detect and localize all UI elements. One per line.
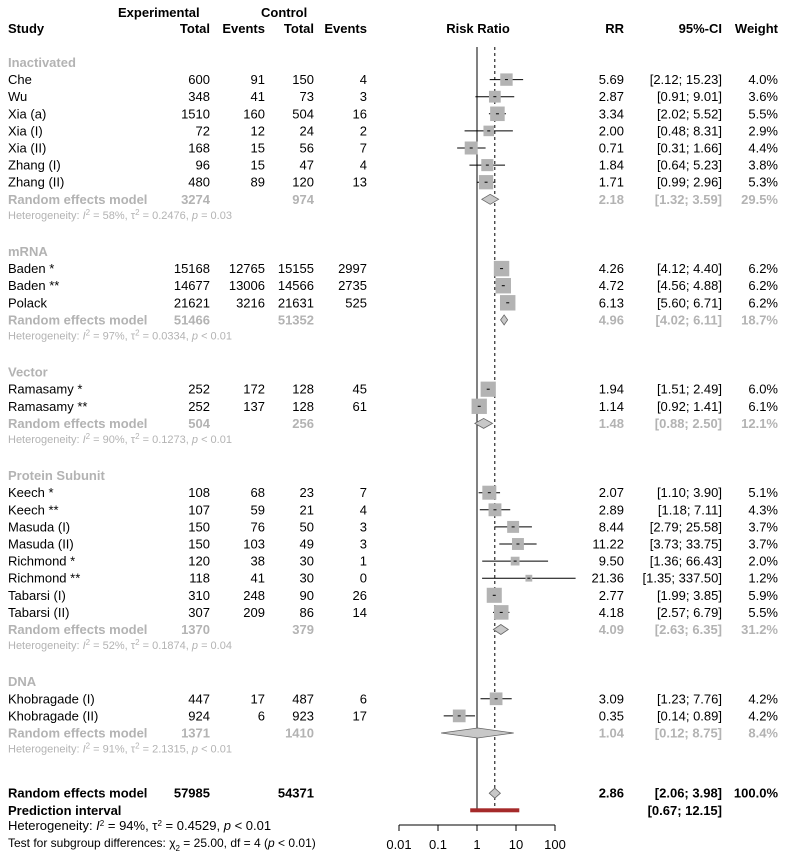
pooled-ci: [0.88; 2.50]	[654, 415, 722, 431]
pooled-rr: 4.09	[598, 622, 624, 637]
ci-value: [1.18; 7.11]	[657, 502, 722, 518]
pooled-diamond	[482, 194, 499, 204]
ctl-events: 7	[359, 485, 367, 501]
ci-value: [2.79; 25.58]	[649, 519, 722, 535]
rr-value: 4.26	[598, 261, 624, 277]
exp-total: 310	[188, 587, 210, 603]
exp-total: 480	[188, 174, 210, 190]
exp-total: 14677	[173, 278, 210, 294]
pooled-rr: 1.04	[598, 725, 624, 741]
study-name: Masuda (I)	[8, 519, 71, 535]
exp-events: 41	[250, 570, 265, 586]
exp-events: 160	[243, 106, 265, 122]
ctl-total: 49	[299, 536, 314, 552]
study-name: Xia (I)	[8, 123, 43, 139]
plot-area	[386, 47, 575, 852]
exp-events: 38	[250, 553, 265, 569]
ctl-total: 14566	[277, 278, 314, 294]
weight-value: 4.3%	[748, 502, 778, 518]
ctl-total: 24	[299, 123, 314, 139]
overall-weight: 100.0%	[733, 785, 778, 801]
exp-events: 13006	[228, 278, 265, 294]
exp-total: 168	[188, 140, 210, 156]
rr-value: 2.87	[598, 89, 624, 105]
ci-value: [0.48; 8.31]	[656, 123, 722, 139]
exp-total: 307	[188, 604, 210, 620]
pooled-rr: 1.48	[598, 415, 624, 431]
pooled-ctl-total: 379	[292, 622, 314, 637]
exp-events: 68	[250, 485, 265, 501]
ctl-events: 16	[352, 106, 367, 122]
rr-value: 2.77	[598, 587, 624, 603]
header-risk-ratio: Risk Ratio	[446, 21, 510, 36]
exp-events: 103	[243, 536, 265, 552]
exp-total: 348	[188, 89, 210, 105]
study-name: Keech *	[8, 485, 54, 501]
study-name: Polack	[8, 295, 48, 311]
exp-events: 248	[243, 587, 265, 603]
ctl-total: 56	[299, 140, 314, 156]
ci-value: [1.23; 7.76]	[656, 691, 722, 707]
ctl-events: 3	[359, 536, 367, 552]
ctl-total: 86	[299, 604, 314, 620]
subgroup-heterogeneity: Heterogeneity: $I^2 = 91\%$, $\tau^2 = 2.1315$, p < 0.01	[8, 741, 232, 756]
weight-value: 6.1%	[748, 398, 778, 414]
ctl-total: 128	[292, 381, 314, 397]
pooled-label: Random effects model	[8, 191, 148, 207]
ctl-total: 47	[299, 157, 314, 173]
header-weight: Weight	[734, 21, 778, 36]
x-tick-label: 1	[473, 837, 481, 852]
study-name: Xia (II)	[8, 140, 47, 156]
ctl-events: 2	[359, 123, 367, 139]
table-rows	[8, 55, 778, 853]
rr-value: 1.84	[598, 157, 624, 173]
pooled-ci: [1.32; 3.59]	[654, 191, 722, 207]
pooled-ctl-total: 51352	[277, 312, 314, 328]
header-rr: RR	[605, 21, 624, 36]
ctl-events: 1	[359, 553, 367, 569]
ctl-total: 90	[299, 587, 314, 603]
ci-value: [5.60; 6.71]	[656, 295, 722, 311]
pooled-exp-total: 3274	[181, 191, 210, 207]
header-experimental: Experimental	[118, 5, 200, 20]
ci-value: [1.10; 3.90]	[656, 485, 722, 501]
ci-value: [0.99; 2.96]	[656, 174, 722, 190]
exp-events: 12765	[228, 261, 265, 277]
exp-events: 137	[243, 398, 265, 414]
ctl-events: 3	[359, 519, 367, 535]
exp-events: 209	[243, 604, 265, 620]
subgroup-heterogeneity: Heterogeneity: $I^2 = 90\%$, $\tau^2 = 0.1273$, p < 0.01	[8, 432, 232, 446]
study-name: Ramasamy **	[8, 398, 88, 414]
exp-events: 76	[250, 519, 265, 535]
ci-value: [3.73; 33.75]	[649, 536, 722, 552]
ctl-events: 0	[359, 570, 367, 586]
study-name: Wu	[8, 89, 28, 105]
weight-value: 5.3%	[748, 174, 778, 190]
ctl-total: 23	[299, 485, 314, 501]
header-study: Study	[8, 21, 45, 36]
pooled-weight: 31.2%	[741, 622, 778, 637]
header-events-ctl: Events	[324, 21, 367, 36]
subgroup-label: Inactivated	[8, 55, 76, 70]
study-name: Masuda (II)	[8, 536, 74, 552]
weight-value: 6.2%	[748, 295, 778, 311]
pooled-label: Random effects model	[8, 312, 148, 328]
subgroup-label: DNA	[8, 674, 37, 690]
ctl-total: 73	[299, 89, 314, 105]
ctl-total: 150	[292, 72, 314, 88]
subgroup-heterogeneity: Heterogeneity: $I^2 = 58\%$, $\tau^2 = 0.2476$, p = 0.03	[8, 207, 232, 222]
rr-value: 4.72	[598, 278, 624, 294]
ci-value: [0.91; 9.01]	[656, 89, 722, 105]
study-name: Xia (a)	[8, 106, 47, 122]
overall-diamond	[489, 788, 500, 798]
exp-events: 91	[250, 72, 265, 88]
weight-value: 4.2%	[748, 691, 778, 707]
ctl-events: 7	[359, 140, 367, 156]
ci-value: [4.12; 4.40]	[656, 261, 722, 277]
overall-heterogeneity: Heterogeneity: $I^2 = 94\%$, $\tau^2 = 0.4529$, p < 0.01	[8, 817, 272, 833]
weight-value: 5.5%	[748, 106, 778, 122]
ci-value: [1.51; 2.49]	[656, 381, 722, 397]
study-name: Baden *	[8, 261, 55, 277]
exp-events: 6	[257, 708, 265, 724]
prediction-bar	[470, 808, 519, 812]
pooled-weight: 12.1%	[741, 415, 778, 431]
overall-ctl-total: 54371	[277, 785, 314, 801]
ci-value: [2.57; 6.79]	[656, 604, 722, 620]
rr-value: 1.94	[598, 381, 624, 397]
prediction-label: Prediction interval	[8, 802, 122, 818]
exp-total: 118	[189, 570, 210, 586]
study-name: Richmond **	[8, 570, 81, 586]
ctl-total: 30	[299, 553, 314, 569]
ctl-events: 4	[359, 157, 367, 173]
weight-value: 2.0%	[748, 553, 778, 569]
weight-value: 6.0%	[748, 381, 778, 397]
subgroup-label: mRNA	[8, 244, 48, 259]
ctl-events: 4	[359, 72, 367, 88]
ctl-events: 3	[359, 89, 367, 105]
exp-total: 96	[195, 157, 210, 173]
ctl-total: 487	[292, 691, 314, 707]
pooled-ci: [4.02; 6.11]	[655, 312, 722, 328]
rr-value: 8.44	[598, 519, 624, 535]
overall-rr: 2.86	[598, 785, 624, 801]
ctl-total: 504	[292, 106, 314, 122]
ctl-events: 4	[359, 502, 367, 518]
weight-value: 1.2%	[748, 570, 778, 586]
header-total-exp: Total	[179, 21, 210, 36]
ctl-total: 120	[292, 174, 314, 190]
weight-value: 3.7%	[748, 536, 778, 552]
exp-total: 120	[188, 553, 210, 569]
weight-value: 3.6%	[748, 89, 778, 105]
exp-total: 150	[188, 536, 210, 552]
ctl-events: 17	[352, 708, 367, 724]
weight-value: 5.1%	[748, 485, 778, 501]
header-control: Control	[261, 5, 308, 20]
rr-value: 2.07	[598, 485, 624, 501]
rr-value: 1.14	[598, 398, 624, 414]
pooled-ctl-total: 256	[292, 415, 314, 431]
ci-value: [4.56; 4.88]	[656, 278, 722, 294]
subgroup-test: Test for subgroup differences: $\chi_2 = 25.00$, df = 4 (p < 0.01)	[8, 836, 316, 853]
weight-value: 4.4%	[748, 140, 778, 156]
pooled-diamond	[441, 728, 514, 738]
rr-value: 2.00	[598, 123, 624, 139]
ctl-events: 26	[352, 587, 367, 603]
ctl-events: 61	[352, 398, 367, 414]
exp-events: 89	[250, 174, 265, 190]
weight-value: 4.0%	[748, 72, 778, 88]
exp-total: 15168	[173, 261, 210, 277]
pooled-ci: [0.12; 8.75]	[654, 725, 722, 741]
overall-exp-total: 57985	[173, 785, 210, 801]
pooled-exp-total: 51466	[173, 312, 210, 328]
exp-events: 41	[250, 89, 265, 105]
ci-value: [2.02; 5.52]	[656, 106, 722, 122]
exp-events: 17	[250, 691, 265, 707]
ctl-events: 525	[345, 295, 367, 311]
exp-total: 107	[188, 502, 210, 518]
rr-value: 0.71	[598, 140, 624, 156]
ctl-total: 50	[299, 519, 314, 535]
exp-events: 3216	[236, 295, 265, 311]
ci-value: [1.35; 337.50]	[642, 570, 722, 586]
pooled-ctl-total: 974	[292, 191, 314, 207]
weight-value: 3.7%	[748, 519, 778, 535]
x-tick-label: 0.1	[428, 837, 448, 852]
study-name: Richmond *	[8, 553, 76, 569]
ctl-total: 923	[292, 708, 314, 724]
study-name: Zhang (I)	[8, 157, 61, 173]
ci-value: [0.64; 5.23]	[656, 157, 722, 173]
pooled-label: Random effects model	[8, 415, 148, 431]
header-events-exp: Events	[222, 21, 265, 36]
ci-value: [0.92; 1.41]	[656, 398, 722, 414]
study-name: Zhang (II)	[8, 174, 65, 190]
pooled-diamond	[493, 625, 508, 635]
rr-value: 4.18	[598, 604, 624, 620]
exp-total: 252	[188, 398, 210, 414]
study-name: Khobragade (II)	[8, 708, 99, 724]
study-name: Ramasamy *	[8, 381, 83, 397]
ctl-events: 2735	[338, 278, 367, 294]
overall-label: Random effects model	[8, 785, 148, 801]
ci-value: [0.31; 1.66]	[656, 140, 722, 156]
exp-total: 1510	[181, 106, 210, 122]
x-tick-label: 10	[508, 837, 524, 852]
rr-value: 0.35	[598, 708, 624, 724]
study-name: Baden **	[8, 278, 60, 294]
weight-value: 2.9%	[748, 123, 778, 139]
ctl-total: 21	[299, 502, 314, 518]
exp-events: 12	[250, 123, 265, 139]
pooled-exp-total: 1371	[181, 725, 210, 741]
pooled-rr: 2.18	[598, 191, 624, 207]
exp-total: 72	[195, 123, 210, 139]
pooled-rr: 4.96	[598, 312, 624, 328]
ctl-total: 15155	[277, 261, 314, 277]
rr-value: 1.71	[598, 174, 624, 190]
pooled-ci: [2.63; 6.35]	[654, 622, 722, 637]
pooled-exp-total: 504	[188, 415, 210, 431]
rr-value: 11.22	[592, 536, 624, 552]
ctl-total: 128	[292, 398, 314, 414]
weight-value: 4.2%	[748, 708, 778, 724]
x-tick-label: 0.01	[386, 837, 412, 852]
study-name: Khobragade (I)	[8, 691, 95, 707]
pooled-weight: 29.5%	[741, 191, 778, 207]
study-name: Tabarsi (I)	[8, 587, 66, 603]
prediction-ci: [0.67; 12.15]	[647, 802, 722, 818]
ctl-total: 30	[299, 570, 314, 586]
ctl-events: 45	[352, 381, 367, 397]
subgroup-label: Protein Subunit	[8, 468, 105, 484]
ci-value: [0.14; 0.89]	[656, 708, 722, 724]
weight-value: 5.9%	[748, 587, 778, 603]
exp-total: 21621	[173, 295, 210, 311]
pooled-exp-total: 1370	[181, 622, 210, 637]
exp-total: 924	[188, 708, 210, 724]
exp-total: 108	[188, 485, 210, 501]
rr-value: 6.13	[598, 295, 624, 311]
column-headers	[8, 5, 779, 36]
header-total-ctl: Total	[283, 21, 314, 36]
ctl-events: 2997	[338, 261, 367, 277]
weight-value: 6.2%	[748, 261, 778, 277]
weight-value: 5.5%	[748, 604, 778, 620]
overall-ci: [2.06; 3.98]	[654, 785, 722, 801]
ci-value: [1.99; 3.85]	[656, 587, 722, 603]
exp-total: 447	[188, 691, 210, 707]
ctl-events: 6	[359, 691, 367, 707]
study-name: Keech **	[8, 502, 59, 518]
ci-value: [1.36; 66.43]	[649, 553, 722, 569]
rr-value: 3.34	[598, 106, 624, 122]
weight-value: 3.8%	[748, 157, 778, 173]
rr-value: 9.50	[598, 553, 624, 569]
exp-total: 600	[188, 72, 210, 88]
x-tick-label: 100	[544, 837, 566, 852]
rr-value: 21.36	[591, 570, 624, 586]
subgroup-heterogeneity: Heterogeneity: $I^2 = 97\%$, $\tau^2 = 0.0334$, p < 0.01	[8, 328, 232, 343]
pooled-label: Random effects model	[8, 622, 148, 637]
study-name: Che	[8, 72, 32, 88]
rr-value: 5.69	[598, 72, 624, 88]
pooled-label: Random effects model	[8, 725, 148, 741]
study-name: Tabarsi (II)	[8, 604, 70, 620]
ci-value: [2.12; 15.23]	[649, 72, 722, 88]
subgroup-heterogeneity: Heterogeneity: $I^2 = 52\%$, $\tau^2 = 0.1874$, p = 0.04	[8, 638, 232, 653]
exp-total: 252	[188, 381, 210, 397]
pooled-diamond	[501, 315, 508, 325]
exp-events: 15	[250, 157, 265, 173]
pooled-weight: 8.4%	[748, 725, 778, 741]
exp-events: 172	[243, 381, 265, 397]
ctl-total: 21631	[277, 295, 314, 311]
subgroup-label: Vector	[8, 364, 48, 380]
pooled-ctl-total: 1410	[285, 725, 314, 741]
rr-value: 3.09	[598, 691, 624, 707]
ctl-events: 13	[352, 174, 367, 190]
ctl-events: 14	[352, 604, 367, 620]
header-ci: 95%-CI	[678, 21, 722, 36]
rr-value: 2.89	[598, 502, 624, 518]
exp-events: 15	[250, 140, 265, 156]
pooled-weight: 18.7%	[741, 312, 778, 328]
weight-value: 6.2%	[748, 278, 778, 294]
exp-total: 150	[188, 519, 210, 535]
exp-events: 59	[250, 502, 265, 518]
